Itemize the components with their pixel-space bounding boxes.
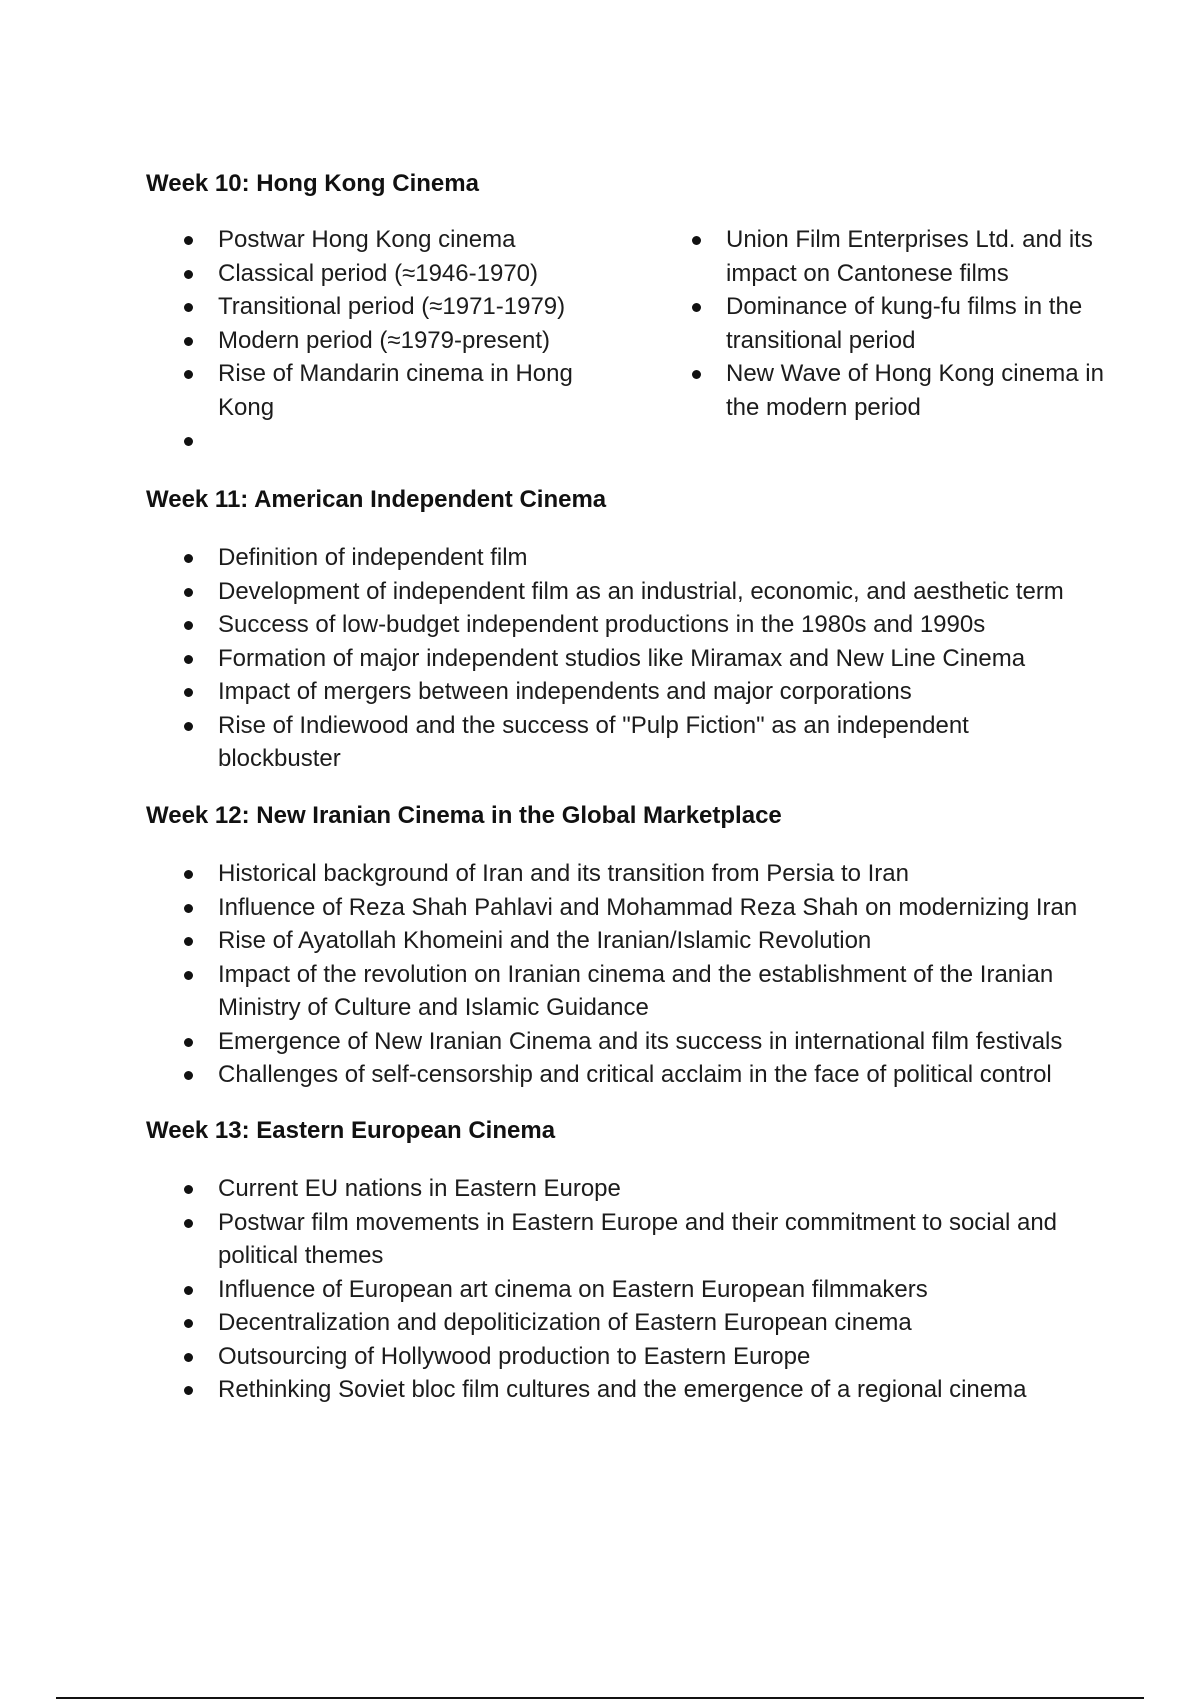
week-13-list — [218, 1172, 1118, 1407]
bullet-icon — [184, 1219, 193, 1228]
bullet-icon — [184, 303, 193, 312]
week-10-right-list — [726, 223, 1106, 424]
bullet-icon — [184, 588, 193, 597]
list-item: Rethinking Soviet bloc film cultures and the emergence of a regional cinema — [218, 1373, 1118, 1407]
list-item: Current EU nations in Eastern Europe — [218, 1172, 1118, 1206]
bullet-icon — [184, 236, 193, 245]
list-item: Rise of Ayatollah Khomeini and the Iranian/Islamic Revolution — [218, 924, 1118, 958]
bullet-icon — [184, 270, 193, 279]
list-item: Impact of mergers between independents and major corporations — [218, 675, 1118, 709]
bullet-icon — [692, 236, 701, 245]
list-item: Postwar Hong Kong cinema — [218, 223, 608, 257]
bullet-icon — [184, 1353, 193, 1362]
bullet-icon — [184, 1319, 193, 1328]
list-item: Postwar film movements in Eastern Europe and their commitment to social and political themes — [218, 1206, 1098, 1273]
list-item: Influence of Reza Shah Pahlavi and Mohammad Reza Shah on modernizing Iran — [218, 891, 1118, 925]
list-item: Rise of Indiewood and the success of "Pulp Fiction" as an independent blockbuster — [218, 709, 998, 776]
bullet-icon — [184, 437, 193, 446]
bullet-icon — [184, 655, 193, 664]
bullet-icon — [184, 554, 193, 563]
bullet-icon — [184, 904, 193, 913]
week-12-list — [218, 857, 1118, 1092]
bullet-icon — [184, 971, 193, 980]
bullet-icon — [184, 1386, 193, 1395]
list-item — [218, 424, 608, 458]
week-11-heading: Week 11: American Independent Cinema — [146, 486, 607, 513]
list-item: Formation of major independent studios like Miramax and New Line Cinema — [218, 642, 1118, 676]
week-11-list — [218, 541, 1118, 776]
list-item: Classical period (≈1946-1970) — [218, 257, 608, 291]
bullet-icon — [692, 370, 701, 379]
bullet-icon — [184, 688, 193, 697]
bullet-icon — [692, 303, 701, 312]
page-divider — [56, 1697, 1144, 1699]
bullet-icon — [184, 1038, 193, 1047]
list-item: Success of low-budget independent productions in the 1980s and 1990s — [218, 608, 1118, 642]
week-13-heading: Week 13: Eastern European Cinema — [146, 1117, 556, 1144]
bullet-icon — [184, 1185, 193, 1194]
bullet-icon — [184, 337, 193, 346]
bullet-icon — [184, 722, 193, 731]
list-item: Rise of Mandarin cinema in Hong Kong — [218, 357, 608, 424]
bullet-icon — [184, 370, 193, 379]
list-item: New Wave of Hong Kong cinema in the modern period — [726, 357, 1106, 424]
bullet-icon — [184, 870, 193, 879]
list-item: Modern period (≈1979-present) — [218, 324, 608, 358]
bullet-icon — [184, 1071, 193, 1080]
bullet-icon — [184, 621, 193, 630]
list-item: Impact of the revolution on Iranian cinema and the establishment of the Iranian Ministry of Culture and Islamic Guidance — [218, 958, 1098, 1025]
week-10-heading: Week 10: Hong Kong Cinema — [146, 170, 479, 197]
bullet-icon — [184, 937, 193, 946]
week-10-left-list — [218, 223, 608, 458]
list-item: Union Film Enterprises Ltd. and its impact on Cantonese films — [726, 223, 1106, 290]
list-item: Outsourcing of Hollywood production to Eastern Europe — [218, 1340, 1118, 1374]
week-12-heading: Week 12: New Iranian Cinema in the Global Marketplace — [146, 802, 782, 829]
list-item: Transitional period (≈1971-1979) — [218, 290, 608, 324]
list-item: Historical background of Iran and its transition from Persia to Iran — [218, 857, 1118, 891]
list-item: Definition of independent film — [218, 541, 1118, 575]
list-item: Emergence of New Iranian Cinema and its success in international film festivals — [218, 1025, 1118, 1059]
list-item: Decentralization and depoliticization of Eastern European cinema — [218, 1306, 1118, 1340]
list-item: Challenges of self-censorship and critical acclaim in the face of political control — [218, 1058, 1118, 1092]
bullet-icon — [184, 1286, 193, 1295]
list-item: Dominance of kung-fu films in the transitional period — [726, 290, 1106, 357]
list-item: Development of independent film as an industrial, economic, and aesthetic term — [218, 575, 1118, 609]
list-item: Influence of European art cinema on Eastern European filmmakers — [218, 1273, 1118, 1307]
